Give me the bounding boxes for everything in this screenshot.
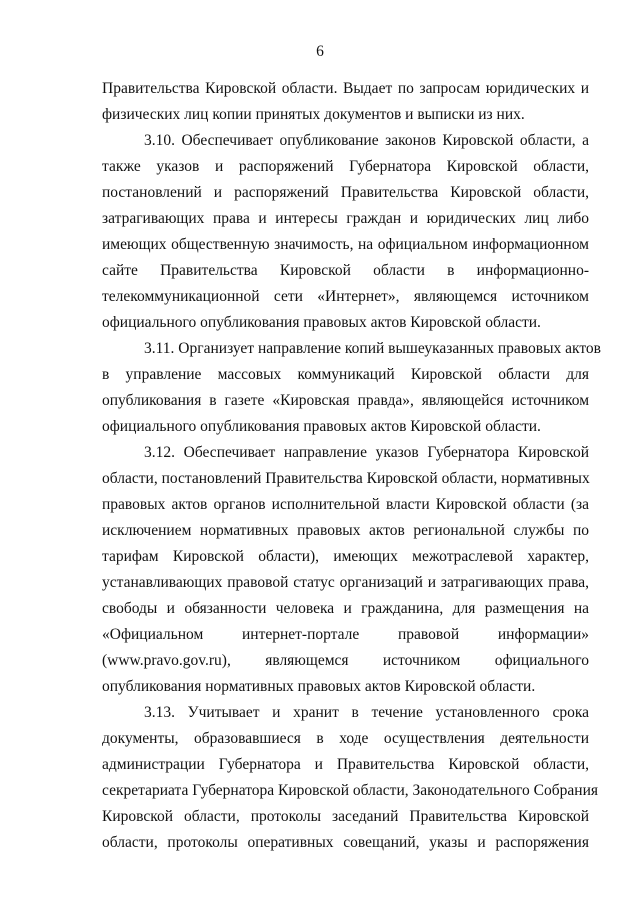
text-line: в управление массовых коммуникаций Кировской области для [102, 366, 589, 383]
text-line: имеющих общественную значимость, на официальном информационном [102, 236, 589, 253]
text-line: сайте Правительства Кировской области в информационно- [102, 262, 589, 279]
text-line: правовых актов органов исполнительной власти Кировской области (за [102, 496, 589, 513]
text-line: устанавливающих правовой статус организаций и затрагивающих права, [102, 574, 589, 591]
text-line: документы, образовавшиеся в ходе осуществления деятельности [102, 730, 589, 747]
text-line: опубликования в газете «Кировская правда», являющейся источником [102, 392, 589, 409]
text-line: физических лиц копии принятых документов и выписки из них. [102, 106, 525, 123]
paragraph-3-10 [102, 128, 589, 336]
text-line: исключением нормативных правовых актов региональной службы по [102, 522, 589, 539]
text-line: 3.11. Организует направление копий вышеуказанных правовых актов [144, 340, 601, 357]
text-line: 3.10. Обеспечивает опубликование законов Кировской области, а [144, 132, 589, 149]
page-number: 6 [316, 43, 324, 60]
text-line: опубликования нормативных правовых актов Кировской области. [102, 678, 536, 695]
text-line: постановлений и распоряжений Правительства Кировской области, [102, 184, 589, 201]
paragraph-continuation [102, 76, 589, 128]
text-line: области, постановлений Правительства Кировской области, нормативных [102, 470, 590, 487]
text-line: свободы и обязанности человека и гражданина, для размещения на [102, 600, 589, 617]
document-body [102, 76, 601, 856]
paragraph-3-13 [102, 700, 599, 856]
text-line: затрагивающих права и интересы граждан и юридических лиц либо [102, 210, 589, 227]
text-line: телекоммуникационной сети «Интернет», являющемся источником [102, 288, 589, 305]
text-line: секретариата Губернатора Кировской области, Законодательного Собрания [102, 782, 599, 799]
text-line: также указов и распоряжений Губернатора Кировской области, [102, 158, 589, 175]
text-line: Кировской области, протоколы заседаний Правительства Кировской [102, 808, 589, 825]
paragraph-3-12 [102, 440, 589, 700]
text-line: области, протоколы оперативных совещаний, указы и распоряжения [102, 834, 589, 851]
text-line: (www.pravo.gov.ru), являющемся источником официального [102, 652, 589, 669]
text-line: тарифам Кировской области), имеющих межотраслевой характер, [102, 548, 589, 565]
text-line: Правительства Кировской области. Выдает по запросам юридических и [102, 80, 589, 97]
text-line: 3.12. Обеспечивает направление указов Губернатора Кировской [144, 444, 589, 461]
text-line: «Официальном интернет-портале правовой информации» [102, 626, 589, 643]
text-line: официального опубликования правовых актов Кировской области. [102, 314, 541, 331]
text-line: официального опубликования правовых актов Кировской области. [102, 418, 541, 435]
text-line: 3.13. Учитывает и хранит в течение установленного срока [144, 704, 589, 721]
text-line: администрации Губернатора и Правительства Кировской области, [102, 756, 589, 773]
paragraph-3-11 [102, 336, 601, 440]
